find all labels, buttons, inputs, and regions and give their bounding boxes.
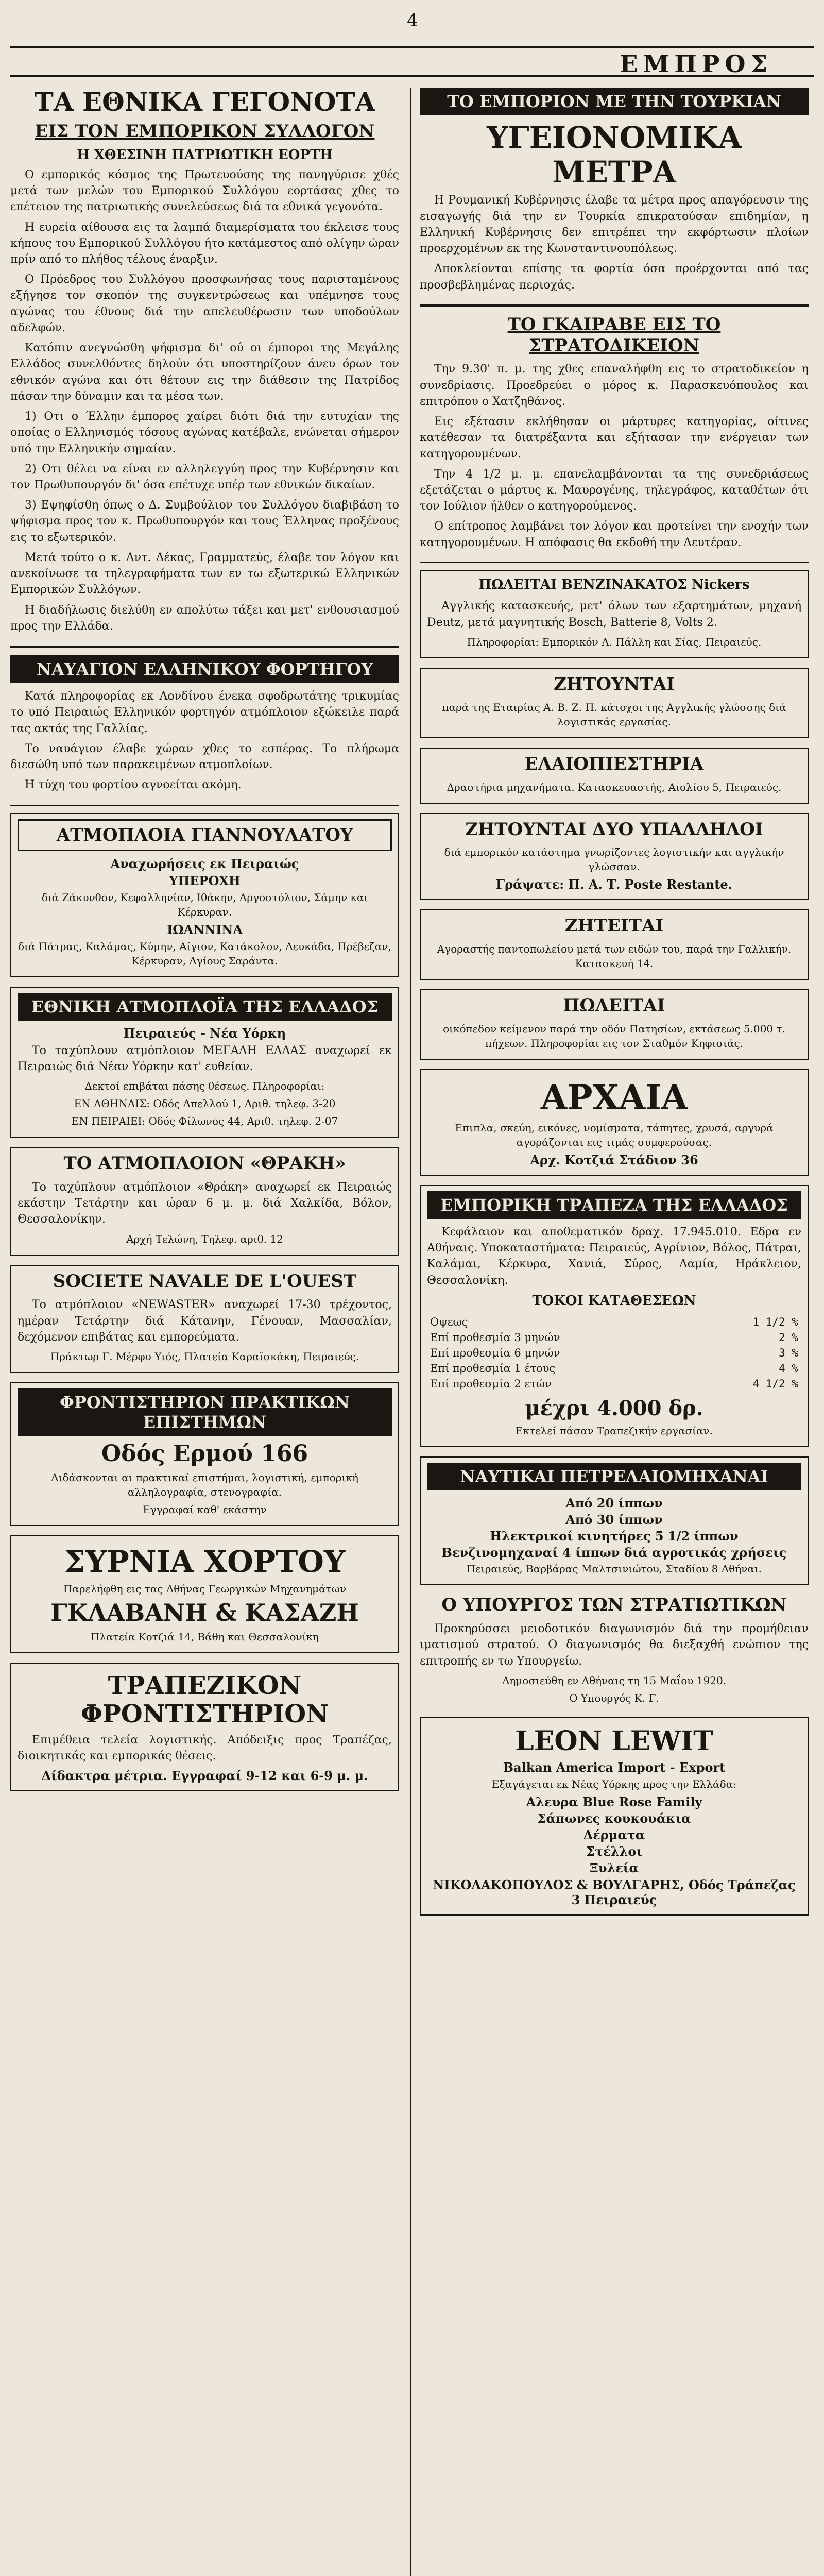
ad-societe <box>10 1265 399 1374</box>
ad-title: ΕΛΑΙΟΠΙΕΣΤΗΡΙΑ <box>524 753 704 774</box>
rate-row <box>427 1330 801 1345</box>
paragraph: Μετά τούτο ο κ. Αντ. Δέκας, Γραμματεύς, έλαβε τον λόγον και ανεκοίνωσε τα τηλεγραφήματα των εν τω εξωτερικώ Ελληνικών Εμπορικών Συλλόγων. <box>10 551 399 597</box>
rate-row <box>427 1361 801 1376</box>
ad-subtitle: Balkan America Import - Export <box>503 1759 726 1775</box>
article-title: ΤΟ ΓΚΑΙΡΑΒΕ ΕΙΣ ΤΟ ΣΤΡΑΤΟΔΙΚΕΙΟΝ <box>507 314 721 356</box>
paragraph: 1) Οτι ο Έλλην έμπορος χαίρει διότι διά την ευτυχίαν της οποίας ο Ελληνισμός τόσους αγώνας κατέβαλε, ενώνεται σήμερον υπό την Ελληνικήν σημαίαν. <box>10 410 399 455</box>
masthead-title: ΕΜΠΡΟΣ <box>620 50 772 78</box>
ad-text: οικόπεδον κείμενον παρά την οδόν Πατησίων, εκτάσεως 5.000 τ. πήχεων. Πληροφορίαι εις τον Σταθμόν Κηφισιάς. <box>443 1022 785 1049</box>
paragraph: Κατόπιν ανεγνώσθη ψήφισμα δι' ού οι έμποροι της Μεγάλης Ελλάδος συνελθόντες δηλούν ότι υποστηρίζουν άνευ όρων τον εθνικόν αγώνα και ότι θέτουν εις την διάθεσιν της Πατρίδος πάσαν την δύναμιν και τα μέσα των. <box>10 342 399 403</box>
paragraph: 3) Εψηφίσθη όπως ο Δ. Συμβούλιον του Συλλόγου διαβιβάση το ψήφισμα προς τον κ. Πρωθυπουργόν και τους Έλληνας προξένους εις το εξωτερικόν. <box>10 499 399 544</box>
ad-agent: Αρχή Τελώνη, Τηλεφ. αριθ. 12 <box>126 1232 283 1245</box>
divider <box>420 562 809 563</box>
ad-wanted-1 <box>420 668 809 738</box>
ad-title: ΖΗΤΟΥΝΤΑΙ <box>554 673 675 694</box>
article-title: ΤΑ ΕΘΝΙΚΑ ΓΕΓΟΝΟΤΑ <box>34 88 375 117</box>
paragraph: Την 9.30' π. μ. της χθες επαναλήφθη εις το στρατοδικείον η συνεδρίασις. Προεδρεύει ο μόρος κ. Παρασκευόπουλος και επιτρόπου ο Χατζηθάνος. <box>420 363 809 408</box>
ad-title: ΠΩΛΕΙΤΑΙ <box>563 995 665 1016</box>
column-rule <box>410 88 411 2576</box>
rate-row <box>427 1376 801 1392</box>
product-line: Στέλλοι <box>586 1843 642 1859</box>
ad-text: Το ταχύπλουν ατμόπλοιον ΜΕΓΑΛΗ ΕΛΛΑΣ αναχωρεί εκ Πειραιώς διά Νέαν Υόρκην κατ' ευθείαν. <box>18 1044 392 1073</box>
ad-text: Το ταχύπλουν ατμόπλοιον «Θράκη» αναχωρεί εκ Πειραιώς εκάστην Τετάρτην και ώραν 6 μ. μ. διά Χαλκίδα, Βόλον, Θεσσαλονίκην. <box>18 1180 392 1226</box>
notice-ministry <box>420 1595 809 1705</box>
ad-olive-press <box>420 748 809 804</box>
notice-date: Δημοσιεύθη εν Αθήναις τη 15 Μαΐου 1920. <box>502 1674 727 1687</box>
paragraph: Ο Πρόεδρος του Συλλόγου προσφωνήσας τους παρισταμένους εξήγησε τον σκοπόν της συγκεντρώσεως και υπέμνησε τους αγώνας του έθνους διά την απελευθέρωσιν των υποδούλων αδελφών. <box>10 273 399 334</box>
notice-signature: Ο Υπουργός Κ. Γ. <box>569 1691 659 1704</box>
ship-name: ΙΩΑΝΝΙΝΑ <box>167 922 243 937</box>
ad-text: Το ατμόπλοιον «NEWASTER» αναχωρεί 17-30 τρέχοντος, ημέραν Τετάρτην διά Κάτανην, Γένουαν, Μασσαλίαν, δεχόμενον επιβάτας και εμπορεύματα. <box>18 1298 392 1344</box>
ad-title: ΝΑΥΤΙΚΑΙ ΠΕΤΡΕΛΑΙΟΜΗΧΑΝΑΙ <box>427 1463 801 1490</box>
paragraph: Αποκλείονται επίσης τα φορτία όσα προέρχονται από τας προσβεβλημένας περιοχάς. <box>420 262 809 292</box>
ad-bank-school <box>10 1663 399 1791</box>
ad-text: Επιμέθεια τελεία λογιστικής. Απόδειξις προς Τραπέζας, διοικητικάς και εμπορικάς θέσεις. <box>18 1733 392 1762</box>
article-court <box>420 314 809 551</box>
ad-agent: ΕΝ ΠΕΙΡΑΙΕΙ: Οδός Φίλωνος 44, Αριθ. τηλεφ. 2-07 <box>71 1115 338 1127</box>
product-line: Αλευρα Blue Rose Family <box>526 1794 702 1809</box>
ad-title: ΤΟ ΑΤΜΟΠΛΟΙΟΝ «ΘΡΑΚΗ» <box>63 1153 346 1174</box>
ad-sale <box>420 989 809 1060</box>
ad-title: ΕΘΝΙΚΗ ΑΤΜΟΠΛΟΪΑ ΤΗΣ ΕΛΛΑΔΟΣ <box>18 993 392 1021</box>
paragraph: Η Ρουμανική Κυβέρνησις έλαβε τα μέτρα προς απαγόρευσιν της εισαγωγής διά την εν Τουρκία επικρατούσαν επιδημίαν, η Ελληνική Κυβέρνησις δεν επιτρέπει την εκφόρτωσιν πλοίων προερχομένων εκ της Κωνσταντινουπόλεως. <box>420 194 809 256</box>
engine-line: Από 30 ίππων <box>565 1512 663 1528</box>
divider <box>420 304 809 307</box>
right-column <box>420 88 809 2576</box>
article-national <box>10 88 399 634</box>
product-line: Σάπωνες κουκουάκια <box>537 1810 691 1826</box>
ship-name: ΥΠΕΡΟΧΗ <box>169 873 241 888</box>
ad-text: διά Πάτρας, Καλάμας, Κύμην, Αίγιον, Κατάκολον, Λευκάδα, Πρέβεζαν, Κέρκυραν, Αγίους Σαράντα. <box>18 940 391 967</box>
divider <box>10 805 399 806</box>
ad-route: Πειραιεύς - Νέα Υόρκη <box>123 1025 286 1041</box>
ad-school <box>10 1382 399 1526</box>
ad-agent: Πληροφορίαι: Εμπορικόν Α. Πάλλη και Σίας, Πειραιεύς. <box>467 635 762 648</box>
ad-title: ΕΜΠΟΡΙΚΗ ΤΡΑΠΕΖΑ ΤΗΣ ΕΛΛΑΔΟΣ <box>427 1191 801 1219</box>
ad-motorboat <box>420 570 809 658</box>
ad-antiques <box>420 1069 809 1176</box>
ad-title: ΠΩΛΕΙΤΑΙ ΒΕΝΖΙΝΑΚΑΤΟΣ Nickers <box>478 577 750 592</box>
ad-fee: Δίδακτρα μέτρια. Εγγραφαί 9-12 και 6-9 μ. μ. <box>41 1768 368 1784</box>
page-number: 4 <box>407 10 418 31</box>
paragraph: Την 4 1/2 μ. μ. επανελαμβάνονται τα της συνεδριάσεως εξετάζεται ο μάρτυς κ. Μαυρογένης, τηλεγράφος, καταθέτων ότι τον Ιούλιον ήλθεν ο κατηγορούμενος. <box>420 467 809 513</box>
ad-text: διά Ζάκυνθον, Κεφαλληνίαν, Ιθάκην, Αργοστόλιον, Σάμην και Κέρκυραν. <box>41 891 368 918</box>
masthead <box>10 46 814 77</box>
paragraph: Η τύχη του φορτίου αγνοείται ακόμη. <box>25 778 242 792</box>
ad-title: ΑΤΜΟΠΛΟΙΑ ΓΙΑΝΝΟΥΛΑΤΟΥ <box>18 819 392 851</box>
paragraph: Η ευρεία αίθουσα εις τα λαμπά διαμερίσματα του έκλεισε τους κήπους του Εμπορικού Συλλόγου ήτο κατάμεστος από ολίγην ώραν πρίν από το πλήθος τέλους έναρξιν. <box>10 221 399 266</box>
ad-title: ΦΡΟΝΤΙΣΤΗΡΙΟΝ ΠΡΑΚΤΙΚΩΝ ΕΠΙΣΤΗΜΩΝ <box>18 1388 392 1436</box>
rate-label: Οψεως <box>430 1316 468 1329</box>
rate-value: 4 1/2 % <box>752 1378 798 1391</box>
paragraph: Εις εξέτασιν εκλήθησαν οι μάρτυρες κατηγορίας, οίτινες κατέθεσαν τα διατρέξαντα και εξήτασαν την ενέργειαν των κατηγορουμένων. <box>420 415 809 461</box>
ad-text: Παρελήφθη εις τας Αθήνας Γεωργικών Μηχανημάτων <box>63 1583 347 1596</box>
rate-label: Επί προθεσμία 6 μηνών <box>430 1347 560 1360</box>
ad-text: Επιπλα, σκεύη, εικόνες, νομίσματα, τάπητες, χρυσά, αργυρά αγοράζονται εις τιμάς συμφερούσας. <box>455 1121 774 1148</box>
ad-text: Αγγλικής κατασκευής, μετ' όλων των εξαρτημάτων, μηχανή Deutz, μετά μαγνητικής Bosch, Batterie 8, Volts 2. <box>427 600 801 629</box>
ad-text: Εξαγάγεται εκ Νέας Υόρκης προς την Ελλάδα: <box>492 1777 736 1790</box>
notice-title: Ο ΥΠΟΥΡΓΟΣ ΤΩΝ ΣΤΡΑΤΙΩΤΙΚΩΝ <box>441 1595 787 1616</box>
left-column <box>10 88 399 2576</box>
rate-value: 1 1/2 % <box>752 1316 798 1329</box>
rate-label: Επί προθεσμία 3 μηνών <box>430 1331 560 1344</box>
ad-address: ΝΙΚΟΛΑΚΟΠΟΥΛΟΣ & ΒΟΥΛΓΑΡΗΣ, Οδός Τράπεζας 3 Πειραιεύς <box>433 1877 796 1907</box>
ad-address: Γράψατε: Π. Α. Τ. Poste Restante. <box>496 877 732 892</box>
ad-title: ΖΗΤΟΥΝΤΑΙ ΔΥΟ ΥΠΑΛΛΗΛΟΙ <box>465 819 763 840</box>
article-title: ΝΑΥΑΓΙΟΝ ΕΛΛΗΝΙΚΟΥ ΦΟΡΤΗΓΟΥ <box>10 655 399 683</box>
ad-text: Κεφάλαιον και αποθεματικόν δραχ. 17.945.010. Εδρα εν Αθήναις. Υποκαταστήματα: Πειραιεύς, Αγρίνιον, Βόλος, Πάτραι, Καλάμαι, Κέρκυρα, Χανιά, Σύρος, Λαμία, Ηράκλειον, Θεσσαλονίκη. <box>427 1225 801 1287</box>
ad-text: Διδάσκονται αι πρακτικαί επιστήμαι, λογιστική, εμπορική αλληλογραφία, στενογραφία. <box>51 1471 358 1498</box>
paragraph: Η διαδήλωσις διελύθη εν απολύτω τάξει και μετ' ενθουσιασμού προς την Ελλάδα. <box>10 603 399 633</box>
ad-engines <box>420 1456 809 1585</box>
ad-text: διά εμπορικόν κατάστημα γνωρίζοντες λογιστικήν και αγγλικήν γλώσσαν. <box>444 846 784 873</box>
rate-value: 2 % <box>779 1331 798 1344</box>
rate-value: 3 % <box>779 1347 798 1360</box>
ad-fodder <box>10 1535 399 1654</box>
divider <box>10 646 399 648</box>
article-subtitle: ΥΓΕΙΟΝΟΜΙΚΑ ΜΕΤΡΑ <box>487 120 742 190</box>
rate-row <box>427 1345 801 1361</box>
ad-title: SOCIETE NAVALE DE L'OUEST <box>53 1270 357 1292</box>
ad-title: ΤΡΑΠΕΖΙΚΟΝ ΦΡΟΝΤΙΣΤΗΡΙΟΝ <box>80 1671 329 1729</box>
ad-title: ΣΥΡΝΙΑ ΧΟΡΤΟΥ <box>64 1544 346 1579</box>
ad-leon-lewit <box>420 1717 809 1916</box>
ad-route: Αναχωρήσεις εκ Πειραιώς <box>110 856 299 871</box>
ad-text: Εκτελεί πάσαν Τραπεζικήν εργασίαν. <box>516 1425 713 1437</box>
article-trade <box>420 88 809 293</box>
product-line: Ξυλεία <box>589 1860 639 1875</box>
paragraph: Το ναυάγιον έλαβε χώραν χθες το εσπέρας. Το πλήρωμα διεσώθη υπό των παρακειμένων ατμοπλοίων. <box>10 742 399 772</box>
article-shipwreck <box>10 655 399 793</box>
ad-text: Εγγραφαί καθ' εκάστην <box>143 1503 267 1516</box>
ad-agent: ΕΝ ΑΘΗΝΑΙΣ: Οδός Απελλού 1, Αριθ. τηλεφ. 3-20 <box>74 1097 336 1110</box>
article-section: Η ΧΘΕΣΙΝΗ ΠΑΤΡΙΩΤΙΚΗ ΕΟΡΤΗ <box>77 147 333 163</box>
rate-label: Επί προθεσμία 2 ετών <box>430 1378 552 1391</box>
ad-title: ΑΡΧΑΙΑ <box>540 1077 688 1117</box>
ad-thraki <box>10 1147 399 1256</box>
engine-line: Βενζινομηχαναί 4 ίππων διά αγροτικάς χρήσεις <box>441 1545 787 1561</box>
ad-text: παρά της Εταιρίας Α. Β. Ζ. Π. κάτοχοι της Αγγλικής γλώσσης διά λογιστικάς εργασίας. <box>442 701 786 728</box>
ad-bank <box>420 1185 809 1447</box>
ad-company: ΓΚΛΑΒΑΝΗ & ΚΑΣΑΖΗ <box>50 1599 359 1627</box>
rates-cap: μέχρι 4.000 δρ. <box>525 1396 703 1421</box>
ad-wanted-3 <box>420 909 809 980</box>
paragraph: Προκηρύσσει μειοδοτικόν διαγωνισμόν διά την προμήθειαν ιματισμού στρατού. Ο διαγωνισμός θα διεξαχθή ενώπιον της επιτροπής εν τω Υπουργείω. <box>420 1622 809 1668</box>
paragraph: Κατά πληροφορίας εκ Λονδίνου ένεκα σφοδρωτάτης τρικυμίας το υπό Πειραιώς Ελληνικόν φορτηγόν ατμόπλοιον εξώκειλε παρά τας ακτάς της Γαλλίας. <box>10 690 399 735</box>
ad-text: Δραστήρια μηχανήματα. Κατασκευαστής, Αιολίου 5, Πειραιεύς. <box>447 781 782 793</box>
product-line: Δέρματα <box>583 1827 645 1842</box>
ad-wanted-2 <box>420 813 809 901</box>
ad-yannoulatos <box>10 813 399 977</box>
ad-national-line <box>10 987 399 1138</box>
paragraph: 2) Οτι θέλει να είναι εν αλληλεγγύη προς την Κυβέρνησιν και τον Πρωθυπουργόν δι' όσα επέτυχε υπέρ των εθνικών δικαίων. <box>10 462 399 492</box>
article-title: ΤΟ ΕΜΠΟΡΙΟΝ ΜΕ ΤΗΝ ΤΟΥΡΚΙΑΝ <box>420 88 809 115</box>
engine-line: Από 20 ίππων <box>565 1496 663 1511</box>
ad-title: LEON LEWIT <box>515 1725 713 1757</box>
rate-value: 4 % <box>779 1362 798 1375</box>
ad-address: Πλατεία Κοτζιά 14, Βάθη και Θεσσαλονίκη <box>90 1631 319 1643</box>
ad-text: Αγοραστής παντοπωλείου μετά των ειδών του, παρά την Γαλλικήν. Κατασκευή 14. <box>437 943 792 970</box>
paragraph: Ο επίτροπος λαμβάνει τον λόγον και προτείνει την ενοχήν των κατηγορουμένων. Η απόφασις θα εκδοθή την Δευτέραν. <box>420 520 809 549</box>
rates-title: ΤΟΚΟΙ ΚΑΤΑΘΕΣΕΩΝ <box>532 1293 696 1309</box>
newspaper-page <box>10 10 814 2576</box>
ad-address: Αρχ. Κοτζιά Στάδιον 36 <box>530 1152 698 1167</box>
ad-agent: Πράκτωρ Γ. Μέρφυ Υιός, Πλατεία Καραϊσκάκη, Πειραιεύς. <box>50 1350 359 1363</box>
ad-title: ΖΗΤΕΙΤΑΙ <box>564 916 664 937</box>
ad-text: Δεκτοί επιβάται πάσης θέσεως. Πληροφορίαι: <box>84 1080 325 1092</box>
rates-table <box>427 1314 801 1392</box>
rate-row <box>427 1314 801 1330</box>
rate-label: Επί προθεσμία 1 έτους <box>430 1362 556 1375</box>
ad-address: Πειραιεύς, Βαρβάρας Μαλτσινιώτου, Σταδίου 8 Αθήναι. <box>466 1563 762 1575</box>
paragraph: Ο εμπορικός κόσμος της Πρωτευούσης της πανηγύρισε χθές μετά των μελών του Εμπορικού Συλλόγου εορτάσας χθες το επέτειον της πατριωτικής συνελεύσεως διά τα εθνικά γεγονότα. <box>10 168 399 214</box>
engine-line: Ηλεκτρικοί κινητήρες 5 1/2 ίππων <box>490 1529 739 1544</box>
article-subtitle: ΕΙΣ ΤΟΝ ΕΜΠΟΡΙΚΟΝ ΣΥΛΛΟΓΟΝ <box>35 121 375 142</box>
ad-address: Οδός Ερμού 166 <box>101 1440 308 1467</box>
